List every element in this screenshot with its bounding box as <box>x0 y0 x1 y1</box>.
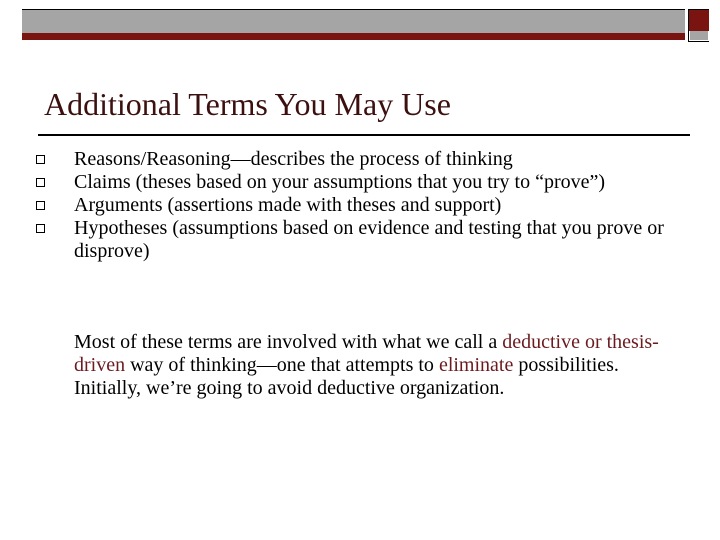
bullet-text: Arguments (assertions made with theses and support) <box>74 194 502 216</box>
square-bullet-icon <box>36 224 45 233</box>
paragraph-text: way of thinking—one that attempts to <box>125 354 439 376</box>
header-corner-gray-fill <box>690 31 708 40</box>
square-bullet-icon <box>36 178 45 187</box>
square-bullet-icon <box>36 155 45 164</box>
paragraph-highlight-deductive: deductive or thesis-driven <box>74 331 659 376</box>
header-band <box>22 9 685 35</box>
summary-paragraph <box>74 331 684 400</box>
paragraph-highlight-eliminate: eliminate <box>438 354 514 376</box>
bullet-item <box>35 171 675 194</box>
bullet-list <box>35 148 675 263</box>
header-band-accent-line <box>22 33 685 40</box>
paragraph-text: possibilities. Initially, we’re going to avoid deductive organization. <box>74 354 619 399</box>
paragraph-text: Most of these terms are involved with what we call a <box>74 331 503 353</box>
header-corner-square-top <box>688 9 709 32</box>
bullet-item <box>35 148 675 171</box>
title-divider <box>38 134 690 136</box>
bullet-text: Reasons/Reasoning—describes the process of thinking <box>74 148 513 170</box>
bullet-text: Hypotheses (assumptions based on evidence and testing that you prove or disprove) <box>74 217 664 262</box>
bullet-item <box>35 194 675 217</box>
bullet-item <box>35 217 675 263</box>
slide-title: Additional Terms You May Use <box>44 86 451 122</box>
square-bullet-icon <box>36 201 45 210</box>
bullet-text: Claims (theses based on your assumptions that you try to “prove”) <box>74 171 606 193</box>
